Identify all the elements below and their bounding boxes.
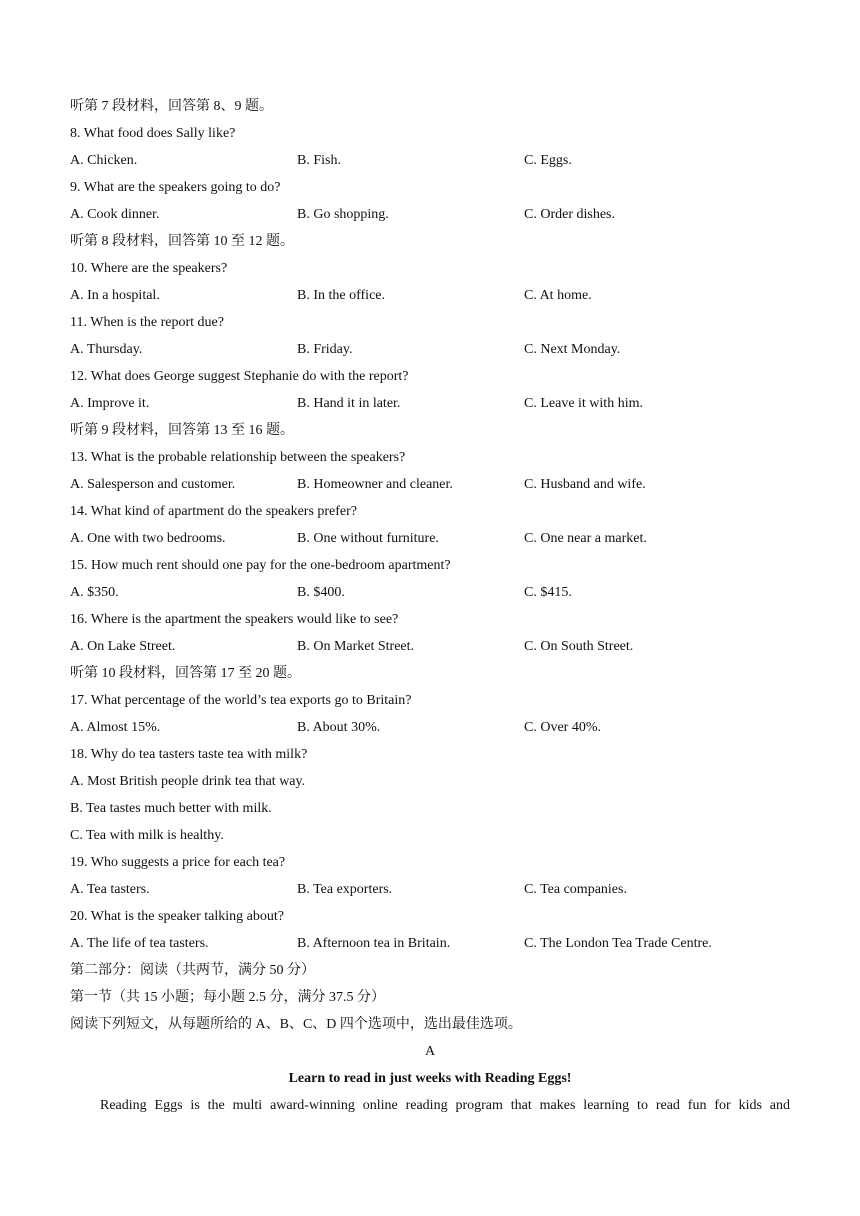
answer-option-c: C. Over 40%.: [524, 720, 601, 735]
answer-option-a: A. Thursday.: [70, 342, 143, 357]
answer-option-c: C. $415.: [524, 585, 572, 600]
answer-option-b: B. Homeowner and cleaner.: [297, 477, 453, 492]
line-text: C. Tea with milk is healthy.: [70, 828, 224, 843]
answer-options-row: [70, 151, 790, 171]
passage-title-text: Learn to read in just weeks with Reading Eggs!: [288, 1071, 572, 1086]
passage-paragraph: [70, 1096, 790, 1116]
line-text: 17. What percentage of the world’s tea exports go to Britain?: [70, 693, 412, 708]
answer-option-c: C. Order dishes.: [524, 207, 615, 222]
text-line: [70, 259, 790, 279]
passage-title: [70, 1069, 790, 1089]
text-line: [70, 1015, 790, 1035]
text-line: [70, 178, 790, 198]
line-text: 13. What is the probable relationship between the speakers?: [70, 450, 406, 465]
text-line: [70, 232, 790, 252]
answer-option-b: B. Hand it in later.: [297, 396, 401, 411]
text-line: [70, 448, 790, 468]
answer-option-c: C. Husband and wife.: [524, 477, 646, 492]
answer-option-c: C. On South Street.: [524, 639, 634, 654]
answer-option-c: C. Eggs.: [524, 153, 572, 168]
answer-options-row: [70, 205, 790, 225]
answer-option-b: B. About 30%.: [297, 720, 381, 735]
line-text: 9. What are the speakers going to do?: [70, 180, 281, 195]
line-text: 18. Why do tea tasters taste tea with milk?: [70, 747, 308, 762]
answer-options-row: [70, 529, 790, 549]
line-text: 16. Where is the apartment the speakers would like to see?: [70, 612, 399, 627]
text-line: [70, 367, 790, 387]
text-line: [70, 799, 790, 819]
passage-letter: [70, 1042, 790, 1062]
answer-option-a: A. Almost 15%.: [70, 720, 161, 735]
answer-option-b: B. On Market Street.: [297, 639, 415, 654]
text-line: [70, 853, 790, 873]
text-line: [70, 313, 790, 333]
line-text: 14. What kind of apartment do the speakers prefer?: [70, 504, 358, 519]
answer-option-a: A. Tea tasters.: [70, 882, 150, 897]
text-line: [70, 961, 790, 981]
answer-options-row: [70, 475, 790, 495]
text-line: [70, 691, 790, 711]
answer-option-a: A. One with two bedrooms.: [70, 531, 226, 546]
line-text: 12. What does George suggest Stephanie do with the report?: [70, 369, 409, 384]
text-line: [70, 907, 790, 927]
line-text: 第一节（共 15 小题；每小题 2.5 分，满分 37.5 分）: [70, 990, 385, 1005]
line-text: 第二部分：阅读（共两节，满分 50 分）: [70, 963, 315, 978]
answer-options-row: [70, 340, 790, 360]
answer-option-b: B. Tea exporters.: [297, 882, 393, 897]
passage-letter-text: A: [424, 1044, 436, 1059]
answer-option-a: A. Salesperson and customer.: [70, 477, 236, 492]
answer-option-a: A. In a hospital.: [70, 288, 160, 303]
text-line: [70, 556, 790, 576]
answer-option-a: A. On Lake Street.: [70, 639, 176, 654]
answer-option-b: B. Fish.: [297, 153, 341, 168]
answer-option-c: C. Tea companies.: [524, 882, 627, 897]
line-text: 8. What food does Sally like?: [70, 126, 236, 141]
line-text: A. Most British people drink tea that way.: [70, 774, 306, 789]
answer-options-row: [70, 934, 790, 954]
line-text: 听第 7 段材料，回答第 8、9 题。: [70, 99, 273, 114]
answer-option-b: B. $400.: [297, 585, 345, 600]
line-text: 阅读下列短文，从每题所给的 A、B、C、D 四个选项中，选出最佳选项。: [70, 1017, 522, 1032]
line-text: 19. Who suggests a price for each tea?: [70, 855, 286, 870]
line-text: 20. What is the speaker talking about?: [70, 909, 284, 924]
answer-option-a: A. Cook dinner.: [70, 207, 160, 222]
answer-option-b: B. Afternoon tea in Britain.: [297, 936, 451, 951]
text-line: [70, 502, 790, 522]
answer-option-b: B. In the office.: [297, 288, 385, 303]
answer-option-c: C. Next Monday.: [524, 342, 621, 357]
answer-option-c: C. One near a market.: [524, 531, 647, 546]
line-text: 10. Where are the speakers?: [70, 261, 228, 276]
answer-options-row: [70, 880, 790, 900]
answer-options-row: [70, 394, 790, 414]
text-line: [70, 772, 790, 792]
text-line: [70, 988, 790, 1008]
answer-option-b: B. Friday.: [297, 342, 353, 357]
text-line: [70, 97, 790, 117]
answer-option-b: B. Go shopping.: [297, 207, 389, 222]
line-text: 11. When is the report due?: [70, 315, 224, 330]
text-line: [70, 826, 790, 846]
text-line: [70, 421, 790, 441]
answer-option-a: A. Chicken.: [70, 153, 138, 168]
text-line: [70, 745, 790, 765]
answer-options-row: [70, 286, 790, 306]
text-line: [70, 664, 790, 684]
answer-option-c: C. Leave it with him.: [524, 396, 643, 411]
passage-paragraph-text: Reading Eggs is the multi award-winning online reading program that makes learning to read fun for kids and: [100, 1098, 790, 1113]
line-text: 听第 9 段材料，回答第 13 至 16 题。: [70, 423, 294, 438]
text-line: [70, 610, 790, 630]
line-text: 听第 8 段材料，回答第 10 至 12 题。: [70, 234, 294, 249]
answer-option-c: C. The London Tea Trade Centre.: [524, 936, 712, 951]
answer-option-c: C. At home.: [524, 288, 592, 303]
text-line: [70, 124, 790, 144]
line-text: 听第 10 段材料，回答第 17 至 20 题。: [70, 666, 301, 681]
answer-option-b: B. One without furniture.: [297, 531, 439, 546]
answer-option-a: A. The life of tea tasters.: [70, 936, 209, 951]
answer-options-row: [70, 718, 790, 738]
answer-option-a: A. $350.: [70, 585, 119, 600]
line-text: B. Tea tastes much better with milk.: [70, 801, 272, 816]
line-text: 15. How much rent should one pay for the one-bedroom apartment?: [70, 558, 451, 573]
answer-options-row: [70, 637, 790, 657]
answer-options-row: [70, 583, 790, 603]
answer-option-a: A. Improve it.: [70, 396, 150, 411]
